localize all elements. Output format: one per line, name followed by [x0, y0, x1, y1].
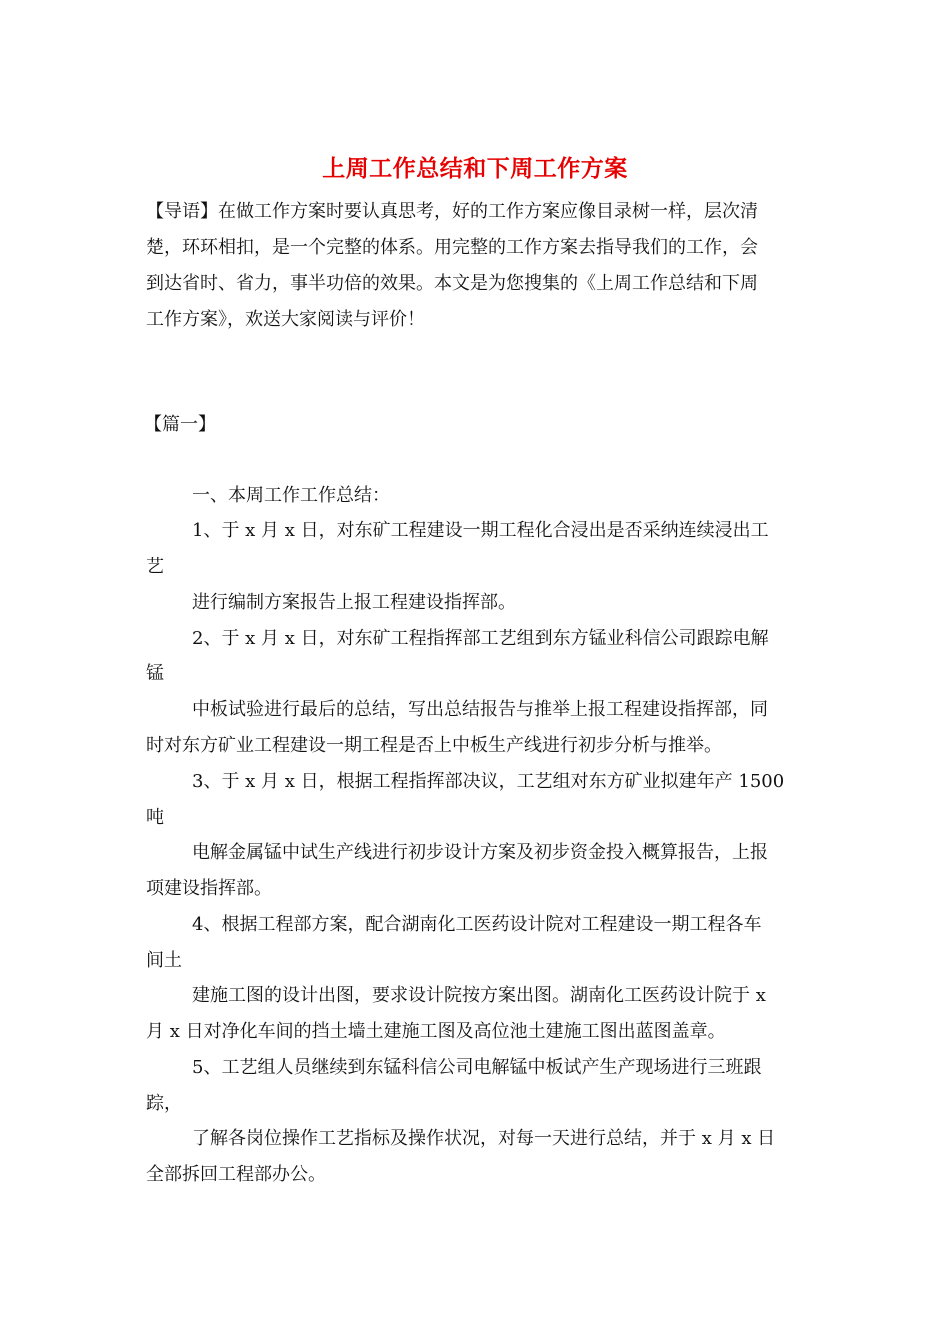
body-line: 间土	[146, 950, 182, 971]
body-line: 踪，	[146, 1093, 182, 1114]
intro-line: 到达省时、省力，事半功倍的效果。本文是为您搜集的《上周工作总结和下周	[146, 273, 758, 294]
body-line: 建施工图的设计出图，要求设计院按方案出图。湖南化工医药设计院于 x	[192, 985, 766, 1006]
body-line: 吨	[146, 807, 164, 828]
document-title: 上周工作总结和下周工作方案	[322, 155, 628, 182]
intro-line: 工作方案》，欢送大家阅读与评价！	[146, 309, 425, 330]
body-line: 项建设指挥部。	[146, 878, 272, 899]
intro-line: 【导语】在做工作方案时要认真思考，好的工作方案应像目录树一样，层次清	[146, 201, 758, 222]
body-line: 电解金属锰中试生产线进行初步设计方案及初步资金投入概算报告，上报	[192, 842, 768, 863]
body-line: 4、根据工程部方案，配合湖南化工医药设计院对工程建设一期工程各车	[192, 914, 762, 935]
body-line: 5、工艺组人员继续到东锰科信公司电解锰中板试产生产现场进行三班跟	[192, 1057, 762, 1078]
section-label: 【篇一】	[144, 414, 216, 435]
body-line: 3、于 x 月 x 日，根据工程指挥部决议，工艺组对东方矿业拟建年产 1500	[192, 771, 785, 792]
summary-heading: 一、本周工作工作总结：	[192, 485, 390, 506]
intro-line: 楚，环环相扣，是一个完整的体系。用完整的工作方案去指导我们的工作，会	[146, 237, 758, 258]
body-line: 全部拆回工程部办公。	[146, 1164, 326, 1185]
body-line: 锰	[146, 663, 164, 684]
body-line: 2、于 x 月 x 日，对东矿工程指挥部工艺组到东方锰业科信公司跟踪电解	[192, 628, 769, 649]
body-line: 了解各岗位操作工艺指标及操作状况，对每一天进行总结，并于 x 月 x 日	[192, 1128, 776, 1149]
body-line: 时对东方矿业工程建设一期工程是否上中板生产线进行初步分析与推举。	[146, 735, 722, 756]
body-line: 月 x 日对净化车间的挡土墙土建施工图及高位池土建施工图出蓝图盖章。	[146, 1021, 726, 1042]
body-line: 进行编制方案报告上报工程建设指挥部。	[192, 592, 516, 613]
body-line: 艺	[146, 556, 164, 577]
body-line: 1、于 x 月 x 日，对东矿工程建设一期工程化合浸出是否采纳连续浸出工	[192, 520, 769, 541]
body-line: 中板试验进行最后的总结，写出总结报告与推举上报工程建设指挥部，同	[192, 699, 768, 720]
